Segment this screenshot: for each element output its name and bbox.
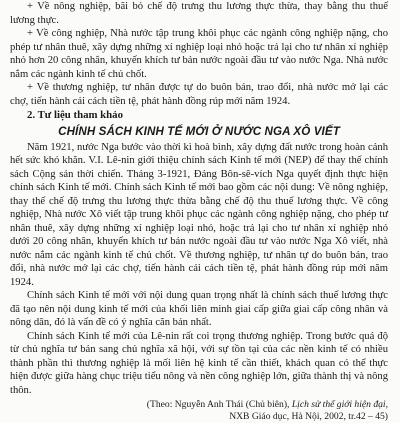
agriculture-paragraph: + Về nông nghiệp, bãi bỏ chế độ trưng thu lương thực thừa, thay bằng thu thuế lương thực. (10, 1, 388, 26)
section-heading: 2. Tư liệu tham khảo (27, 109, 123, 121)
source-publisher: NXB Giáo dục, Hà Nội, 2002, tr.42 – 45) (229, 411, 388, 422)
article-title: CHÍNH SÁCH KINH TẾ MỚI Ở NƯỚC NGA XÔ VIẾT (58, 124, 340, 138)
industry-paragraph: + Về công nghiệp, Nhà nước tập trung khôi phục các ngành công nghiệp nặng, cho phép tư nhân thuê, xây dựng những xí nghiệp loại nhỏ hoặc trả lại cho tư nhân xí nghiệp nhỏ hơn 20 công nhân, khuyến khích tư bản nước ngoài đầu tư vào nước Nga. Nhà nước nắm các ngành kinh tế chủ chốt. (10, 28, 388, 80)
source-book-title: Lịch sử thế giới hiện đại, (291, 399, 388, 410)
article-paragraph: Năm 1921, nước Nga bước vào thời kì hoà bình, xây dựng đất nước trong hoàn cảnh hết sức khó khăn. V.I. Lê-nin giới thiệu chính sách Kinh tế mới (NEP) để thay thế chính sách Cộng sản thời chiến. Tháng 3-1921, Đảng Bôn-sê-vích Nga quyết định thực hiện chính sách Kinh tế mới. Chính sách Kinh tế mới bao gồm các nội dung: Về nông nghiệp, thay thế chế độ trưng thu lương thực thừa bằng chế độ thu thuế lương thực. Về công nghiệp, Nhà nước Xô viết tập trung khôi phục các ngành công nghiệp nặng, cho phép tư nhân thuê, xây dựng những xí nghiệp loại nhỏ, hoặc trả lại cho tư nhân xí nghiệp nhỏ dưới 20 công nhân, khuyến khích tư bản nước ngoài đầu tư vào nước Nga Xô viết, nhà nước nắm các ngành kinh tế chủ chốt. Về thương nghiệp, tư nhân tự do buôn bán, trao đổi, nhà nước mở lại các chợ, tiến hành cải cách tiền tệ, phát hành đồng rúp mới năm 1924. (10, 141, 388, 288)
article-paragraph: Chính sách Kinh tế mới của Lê-nin rất coi trọng thương nghiệp. Trong bước quá độ từ chủ nghĩa tư bản sang chủ nghĩa xã hội, với sự tồn tại của các nền kinh tế có nhiều thành phần thì thương nghiệp là mối liên hệ kinh tế cần thiết, khách quan có thể thực hiện được giữa hàng chục triệu tiểu nông và nền công nghiệp lớn, giữa thành thị và nông thôn. (10, 330, 388, 396)
source-citation (10, 399, 388, 423)
source-prefix: (Theo: Nguyễn Anh Thái (Chủ biên), (146, 399, 292, 410)
article-paragraph: Chính sách Kinh tế mới với nội dung quan trọng nhất là chính sách thuế lương thực đã tạo nên nội dung kinh tế mới của khối liên minh giai cấp giữa giai cấp công nhân và nông dân, đó là vấn đề có ý nghĩa căn bản nhất. (10, 290, 388, 328)
commerce-paragraph: + Về thương nghiệp, tư nhân được tự do buôn bán, trao đổi, nhà nước mở lại các chợ, tiến hành cải cách tiền tệ, phát hành đồng rúp mới năm 1924. (10, 82, 388, 107)
